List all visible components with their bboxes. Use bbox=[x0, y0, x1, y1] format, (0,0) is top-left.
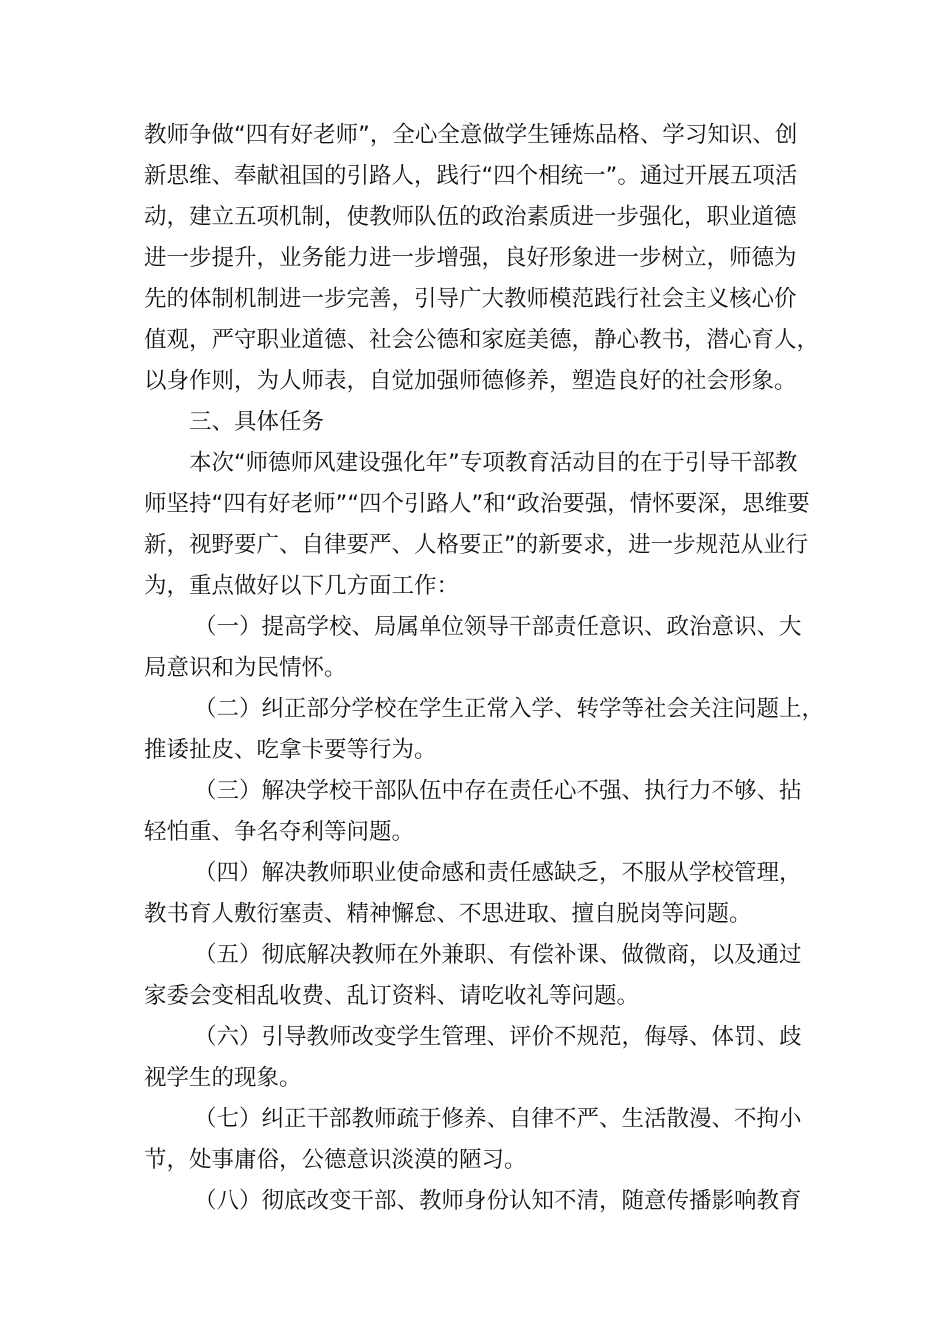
list-item-3 bbox=[144, 771, 834, 853]
text-line: （一）提高学校、局属单位领导干部责任意识、政治意识、大 bbox=[194, 614, 802, 640]
text-line: 轻怕重、争名夺利等问题。 bbox=[144, 819, 415, 845]
text-line: 本次“师德师风建设强化年”专项教育活动目的在于引导干部教 bbox=[189, 450, 798, 476]
list-item-1 bbox=[144, 607, 834, 689]
list-item-5 bbox=[144, 935, 834, 1017]
document-body bbox=[144, 115, 834, 1222]
list-item-8 bbox=[144, 1181, 834, 1222]
text-line: （八）彻底改变干部、教师身份认知不清，随意传播影响教育 bbox=[194, 1188, 802, 1214]
text-line: 教书育人敷衍塞责、精神懈怠、不思进取、擅自脱岗等问题。 bbox=[144, 901, 752, 927]
text-line: 先的体制机制进一步完善，引导广大教师模范践行社会主义核心价 bbox=[144, 286, 797, 312]
text-line: 师坚持“四有好老师”“四个引路人”和“政治要强，情怀要深，思维要 bbox=[144, 491, 810, 517]
text-line: （六）引导教师改变学生管理、评价不规范，侮辱、体罚、歧 bbox=[194, 1024, 802, 1050]
text-line: （五）彻底解决教师在外兼职、有偿补课、做微商，以及通过 bbox=[194, 942, 802, 968]
list-item-2 bbox=[144, 689, 834, 771]
text-line: 局意识和为民情怀。 bbox=[144, 655, 347, 681]
paragraph-goals-continued bbox=[144, 115, 834, 402]
paragraph-task-intro bbox=[144, 443, 834, 607]
text-line: 节，处事庸俗，公德意识淡漠的陋习。 bbox=[144, 1147, 527, 1173]
section-heading-text: 三、具体任务 bbox=[189, 409, 325, 435]
text-line: 视学生的现象。 bbox=[144, 1065, 302, 1091]
text-line: 进一步提升，业务能力进一步增强，良好形象进一步树立，师德为 bbox=[144, 245, 797, 271]
section-heading bbox=[144, 402, 834, 443]
text-line: 新思维、奉献祖国的引路人，践行“四个相统一”。通过开展五项活 bbox=[144, 163, 798, 189]
text-line: （三）解决学校干部队伍中存在责任心不强、执行力不够、拈 bbox=[194, 778, 802, 804]
text-line: 动，建立五项机制，使教师队伍的政治素质进一步强化，职业道德 bbox=[144, 204, 797, 230]
text-line: 新，视野要广、自律要严、人格要正”的新要求，进一步规范从业行 bbox=[144, 532, 809, 558]
text-line: （四）解决教师职业使命感和责任感缺乏，不服从学校管理， bbox=[194, 860, 802, 886]
text-line: 值观，严守职业道德、社会公德和家庭美德，静心教书，潜心育人， bbox=[144, 327, 820, 353]
list-item-4 bbox=[144, 853, 834, 935]
text-line: 为，重点做好以下几方面工作： bbox=[144, 573, 460, 599]
list-item-6 bbox=[144, 1017, 834, 1099]
list-item-7 bbox=[144, 1099, 834, 1181]
text-line: （七）纠正干部教师疏于修养、自律不严、生活散漫、不拘小 bbox=[194, 1106, 802, 1132]
text-line: 教师争做“四有好老师”，全心全意做学生锤炼品格、学习知识、创 bbox=[144, 122, 798, 148]
text-line: 以身作则，为人师表，自觉加强师德修养，塑造良好的社会形象。 bbox=[144, 368, 797, 394]
text-line: 家委会变相乱收费、乱订资料、请吃收礼等问题。 bbox=[144, 983, 640, 1009]
text-line: 推诿扯皮、吃拿卡要等行为。 bbox=[144, 737, 437, 763]
text-line: （二）纠正部分学校在学生正常入学、转学等社会关注问题上， bbox=[194, 696, 825, 722]
